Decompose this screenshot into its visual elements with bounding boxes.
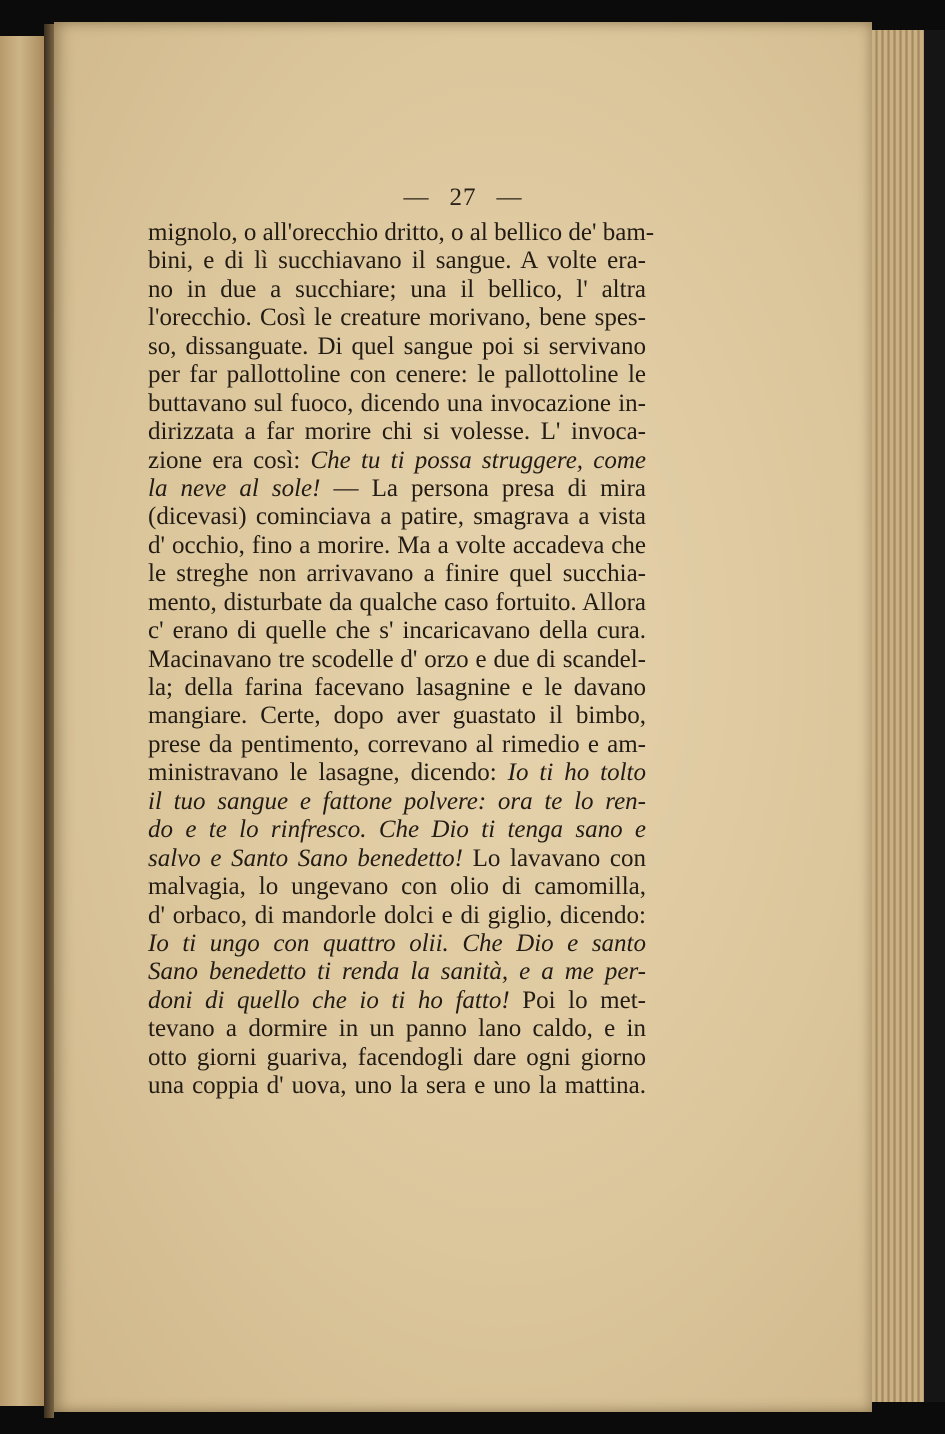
text-segment: — La persona presa di mira xyxy=(320,474,646,502)
text-segment: Poi lo met- xyxy=(509,986,646,1014)
text-line xyxy=(148,276,646,304)
text-segment: una coppia d' uova, uno la sera e uno la mattina. xyxy=(148,1072,646,1100)
text-segment: dirizzata a far morire chi si volesse. L' invoca- xyxy=(148,418,646,446)
text-segment: zione era così: xyxy=(148,446,311,474)
facing-page-edge xyxy=(0,36,46,1406)
text-line xyxy=(148,418,646,446)
text-segment: ministravano le lasagne, dicendo: xyxy=(148,759,508,787)
text-segment: buttavano sul fuoco, dicendo una invocazione in- xyxy=(148,389,646,417)
italic-text-segment: salvo e Santo Sano benedetto! xyxy=(148,844,463,872)
text-segment: mignolo, o all'orecchio dritto, o al bellico de' bam- xyxy=(148,219,655,246)
text-line xyxy=(148,873,646,901)
text-segment: la; della farina facevano lasagnine e le davano xyxy=(148,674,646,701)
text-line xyxy=(148,390,646,418)
text-line xyxy=(148,247,646,275)
scan-background xyxy=(924,30,945,1402)
text-line xyxy=(148,902,646,930)
text-segment: Lo lavavano con xyxy=(462,844,646,872)
text-segment: bini, e di lì succhiavano il sangue. A volte era- xyxy=(148,247,646,275)
text-line xyxy=(148,731,646,759)
text-line xyxy=(148,987,646,1015)
body-text xyxy=(148,219,655,1101)
text-segment: c' erano di quelle che s' incaricavano della cura. xyxy=(148,617,646,645)
text-line xyxy=(148,1015,646,1043)
text-segment: otto giorni guariva, facendogli dare ogni giorno xyxy=(148,1043,646,1071)
text-line xyxy=(148,845,646,873)
page-stack-edges xyxy=(872,30,927,1402)
italic-text-segment: Sano benedetto ti renda la sanità, e a me per- xyxy=(148,958,646,986)
text-line xyxy=(148,759,646,787)
text-segment: prese da pentimento, correvano al rimedio e am- xyxy=(148,730,646,758)
page-number-dash-left: — xyxy=(403,184,430,211)
text-line xyxy=(148,674,646,702)
italic-text-segment: Io ti ho tolto xyxy=(507,759,646,787)
italic-text-segment: do e te lo rinfresco. Che Dio ti tenga sano e xyxy=(148,816,646,844)
text-segment: mangiare. Certe, dopo aver guastato il bimbo, xyxy=(148,702,646,730)
text-line xyxy=(148,788,646,816)
book-gutter xyxy=(44,24,54,1418)
page-number-dash-right: — xyxy=(496,184,523,211)
text-line xyxy=(148,503,646,531)
text-segment: per far pallottoline con cenere: le pallottoline le xyxy=(148,361,646,389)
italic-text-segment: doni di quello che io ti ho fatto! xyxy=(148,986,510,1014)
text-line xyxy=(148,958,646,986)
text-line xyxy=(148,1044,646,1072)
italic-text-segment: la neve al sole! xyxy=(148,474,321,502)
italic-text-segment: Che tu ti possa struggere, come xyxy=(310,446,646,474)
text-line xyxy=(148,702,646,730)
text-segment: d' occhio, fino a morire. Ma a volte accadeva che xyxy=(148,531,646,559)
text-segment: (dicevasi) cominciava a patire, smagrava a vista xyxy=(148,503,646,531)
text-line xyxy=(148,617,646,645)
text-line xyxy=(148,930,646,958)
text-line xyxy=(148,333,646,361)
text-line xyxy=(148,589,646,617)
text-line xyxy=(148,1072,646,1100)
text-segment: no in due a succhiare; una il bellico, l' altra xyxy=(148,275,646,303)
text-segment: l'orecchio. Così le creature morivano, bene spes- xyxy=(148,304,646,332)
text-segment: malvagia, lo ungevano con olio di camomilla, xyxy=(148,873,646,901)
text-line xyxy=(148,219,655,247)
text-segment: tevano a dormire in un panno lano caldo, e in xyxy=(148,1015,646,1043)
text-line xyxy=(148,646,646,674)
italic-text-segment: il tuo sangue e fattone polvere: ora te lo ren- xyxy=(148,787,646,815)
text-segment: le streghe non arrivavano a finire quel succhia- xyxy=(148,560,646,588)
text-line xyxy=(148,447,646,475)
page-number xyxy=(54,184,872,212)
text-segment: Macinavano tre scodelle d' orzo e due di scandel- xyxy=(148,645,646,673)
text-line xyxy=(148,361,646,389)
text-line xyxy=(148,560,646,588)
text-segment: d' orbaco, di mandorle dolci e di giglio, dicendo: xyxy=(148,901,646,929)
text-line xyxy=(148,532,646,560)
text-segment: so, dissanguate. Di quel sangue poi si servivano xyxy=(148,332,646,360)
text-line xyxy=(148,304,646,332)
text-segment: mento, disturbate da qualche caso fortuito. Allora xyxy=(148,588,646,616)
italic-text-segment: Io ti ungo con quattro olii. Che Dio e santo xyxy=(148,929,646,957)
page-number-value: 27 xyxy=(449,184,477,211)
text-line xyxy=(148,475,646,503)
text-line xyxy=(148,816,646,844)
